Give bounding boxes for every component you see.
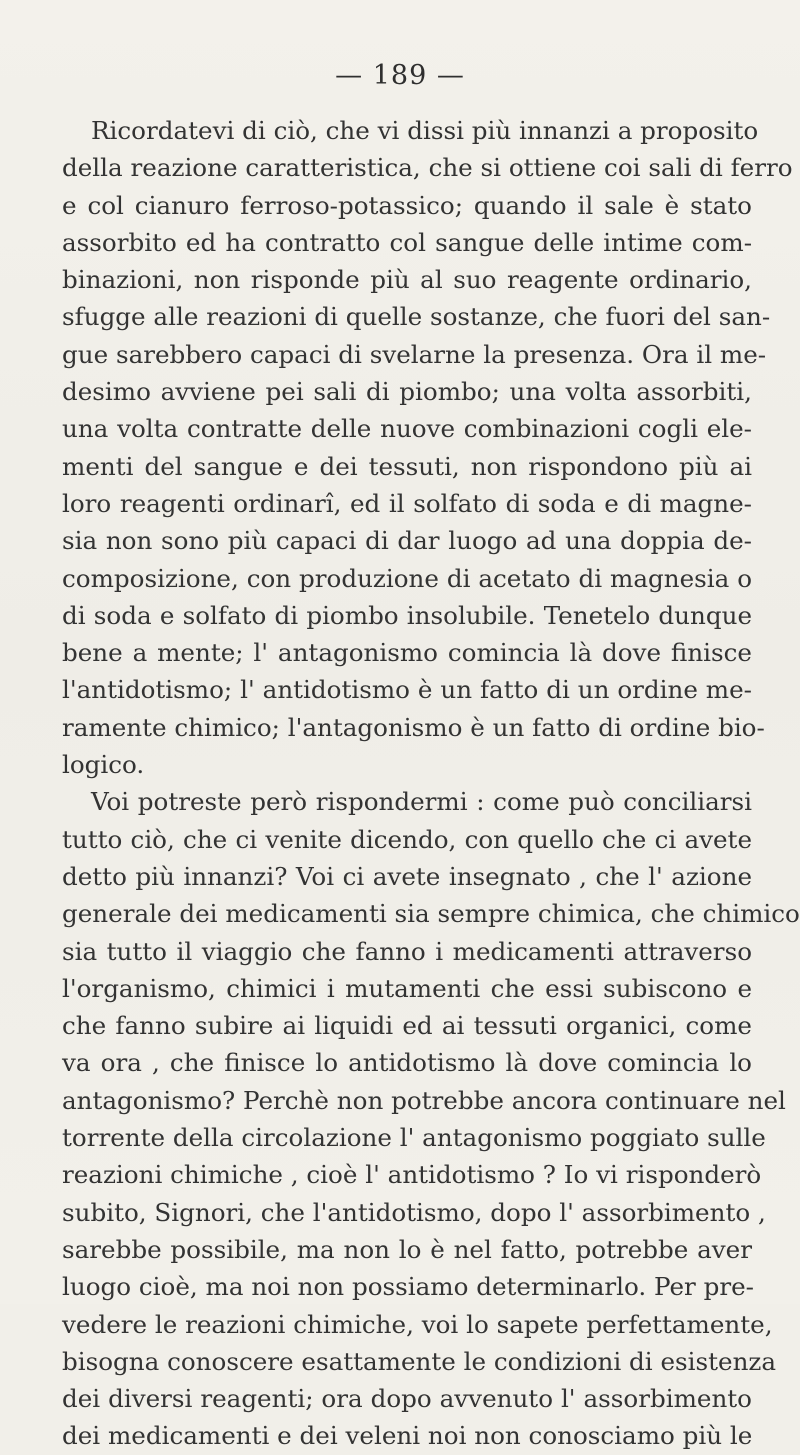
- text-line: che fanno subire ai liquidi ed ai tessuti organici, come: [62, 1011, 752, 1041]
- body-text: [62, 112, 800, 1455]
- text-line: logico.: [62, 750, 145, 780]
- text-line: tutto ciò, che ci venite dicendo, con quello che ci avete: [62, 824, 752, 854]
- text-line: composizione, con produzione di acetato di magnesia o: [62, 563, 752, 593]
- paragraph-1: [62, 112, 793, 783]
- text-line: binazioni, non risponde più al suo reagente ordinario,: [62, 265, 752, 295]
- text-line: subito, Signori, che l'antidotismo, dopo l' assorbimento ,: [62, 1197, 766, 1227]
- text-line: sia non sono più capaci di dar luogo ad una doppia de-: [62, 526, 752, 556]
- text-line: loro reagenti ordinarî, ed il solfato di soda e di magne-: [62, 488, 752, 518]
- text-line: e col cianuro ferroso-potassico; quando il sale è stato: [62, 190, 752, 220]
- text-line: l'organismo, chimici i mutamenti che essi subiscono e: [62, 973, 752, 1003]
- text-line: bene a mente; l' antagonismo comincia là dove finisce: [62, 638, 752, 668]
- text-line: assorbito ed ha contratto col sangue delle intime com-: [62, 227, 752, 257]
- text-line: l'antidotismo; l' antidotismo è un fatto di un ordine me-: [62, 675, 752, 705]
- text-line: Ricordatevi di ciò, che vi dissi più innanzi a proposito: [91, 116, 759, 145]
- text-line: va ora , che finisce lo antidotismo là dove comincia lo: [62, 1048, 752, 1078]
- text-line: di soda e solfato di piombo insolubile. Tenetelo dunque: [62, 600, 752, 630]
- text-line: dei diversi reagenti; ora dopo avvenuto l' assorbimento: [62, 1384, 752, 1414]
- paragraph-2: [62, 783, 800, 1454]
- text-line: vedere le reazioni chimiche, voi lo sapete perfettamente,: [62, 1309, 773, 1339]
- text-line: torrente della circolazione l' antagonismo poggiato sulle: [62, 1123, 766, 1153]
- text-line: dei medicamenti e dei veleni noi non conosciamo più le: [62, 1421, 753, 1451]
- text-line: luogo cioè, ma noi non possiamo determinarlo. Per pre-: [62, 1272, 754, 1302]
- text-line: desimo avviene pei sali di piombo; una volta assorbiti,: [62, 377, 752, 407]
- text-line: menti del sangue e dei tessuti, non rispondono più ai: [62, 451, 752, 481]
- text-line: gue sarebbero capaci di svelarne la presenza. Ora il me-: [62, 339, 767, 369]
- text-line: una volta contratte delle nuove combinazioni cogli ele-: [62, 414, 752, 444]
- text-line: della reazione caratteristica, che si ottiene coi sali di ferro: [62, 153, 793, 183]
- text-line: bisogna conoscere esattamente le condizioni di esistenza: [62, 1346, 777, 1376]
- text-line: reazioni chimiche , cioè l' antidotismo ? Io vi risponderò: [62, 1160, 762, 1190]
- text-line: antagonismo? Perchè non potrebbe ancora continuare nel: [62, 1085, 786, 1115]
- text-line: generale dei medicamenti sia sempre chimica, che chimico: [62, 899, 800, 929]
- text-line: sfugge alle reazioni di quelle sostanze, che fuori del san-: [62, 302, 771, 332]
- text-line: sia tutto il viaggio che fanno i medicamenti attraverso: [62, 936, 752, 966]
- text-line: Voi potreste però rispondermi : come può conciliarsi: [91, 787, 752, 817]
- text-line: ramente chimico; l'antagonismo è un fatto di ordine bio-: [62, 712, 765, 742]
- text-line: sarebbe possibile, ma non lo è nel fatto, potrebbe aver: [62, 1234, 752, 1264]
- page-number: — 189 —: [335, 60, 465, 91]
- text-line: detto più innanzi? Voi ci avete insegnato , che l' azione: [62, 861, 752, 891]
